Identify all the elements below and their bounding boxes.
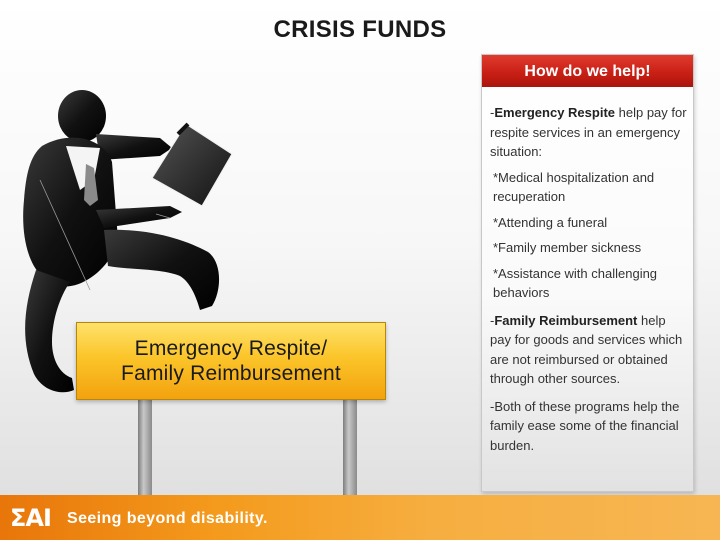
- eai-logo-icon: [10, 505, 51, 531]
- bullet-item: *Medical hospitalization and recuperation: [493, 169, 655, 204]
- closing-text: -Both of these programs help the family ease some of the financial burden.: [490, 398, 680, 453]
- reimbursement-description: -Family Reimbursement help pay for goods and services which are not reimbursed or obtained through other sources.: [490, 312, 683, 386]
- sign-line-2: Family Reimbursement: [121, 362, 341, 385]
- panel-body: [482, 87, 693, 455]
- bullet-item: *Attending a funeral: [493, 214, 608, 230]
- footer-bar: [0, 495, 720, 540]
- hurdle-sign: [76, 322, 386, 400]
- sign-post-right: [343, 392, 357, 496]
- panel-header: How do we help!: [482, 55, 693, 87]
- bullet-item: *Assistance with challenging behaviors: [493, 265, 658, 300]
- respite-term: Emergency Respite: [494, 105, 616, 120]
- footer-tagline: Seeing beyond disability.: [67, 510, 268, 527]
- logo-text: ΣAI: [10, 504, 51, 532]
- sign-post-left: [138, 392, 152, 496]
- info-panel: [481, 54, 694, 492]
- sign-line-1: Emergency Respite/: [134, 337, 328, 360]
- respite-description: -Emergency Respite help pay for respite services in an emergency situation:: [490, 105, 687, 159]
- reimbursement-text: help pay for goods and services which are not reimbursed or obtained through other sources.: [490, 312, 683, 386]
- slide-title: CRISIS FUNDS: [273, 16, 447, 43]
- respite-text: help pay for respite services in an emergency situation:: [490, 105, 687, 159]
- bullet-item: *Family member sickness: [493, 240, 642, 255]
- reimbursement-term: Family Reimbursement: [494, 312, 638, 328]
